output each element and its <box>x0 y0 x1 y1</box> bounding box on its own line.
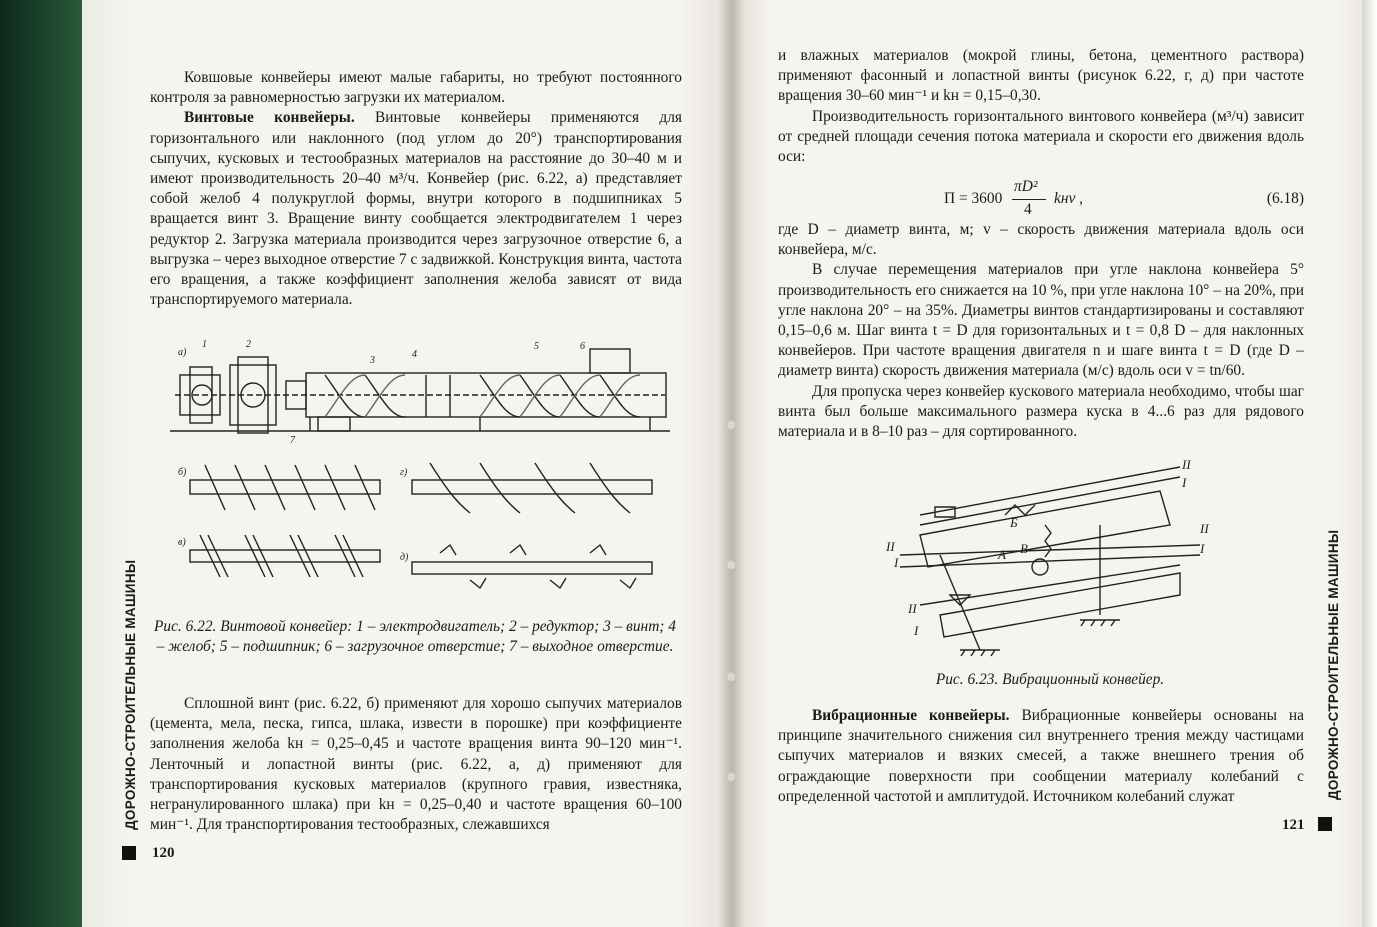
book-cover-edge <box>0 0 82 927</box>
inline-heading: Вибрационные конвейеры. <box>812 707 1010 724</box>
part-label: 7 <box>290 435 295 446</box>
fig-label: б) <box>178 467 187 478</box>
paragraph-vibro <box>778 706 1304 807</box>
right-text-block-2 <box>778 220 1304 442</box>
figure-caption: Рис. 6.23. Вибрационный конвейер. <box>935 671 1165 688</box>
formula-numerator: πD² <box>1014 178 1038 195</box>
paragraph: В случае перемещения материалов при угле наклона конвейера 5° производительность его снижается на 10 %, при угле наклона 10° – на 20%, при угле наклона 20° – на 35%. Диаметры винтов стандартизированы и составляют 0,15–0,6 м. Шаг винта t = D для горизонтальных и t = 0,8 D – для наклонных конвейеров. При частоте вращения двигателя n и шаге винта t = D (где D – диаметр винта) скорость движения материала (м/с) вдоль оси v = tn/60. <box>778 261 1304 380</box>
paragraph-text: Винтовые конвейеры применяются для горизонтального или наклонного (под углом до 20°) транспортирования сыпучих, кусковых и тестообразных материалов на расстояние до 30–40 м и имеют производительность 20–40 м³/ч. Конвейер (рис. 6.22, а) представляет собой желоб 4 полукруглой формы, внутри которого в подшипниках 5 вращается винт 3. Вращение винту сообщается электродвигателем 1 через редуктор 2. Загрузка материала производится через загрузочное отверстие 6, а выгрузка – через выходное отверстие 7 с задвижкой. Конструкция винта, частота его вращения, а также коэффициент заполнения желоба зависят от вида транспортируемого материала. <box>150 109 682 309</box>
paragraph-vintovye <box>150 108 682 310</box>
fig-label: д) <box>400 552 409 563</box>
figure-vibration-conveyor <box>880 455 1220 665</box>
part-label: 6 <box>580 341 585 352</box>
paragraph: и влажных материалов (мокрой глины, бетона, цементного раствора) применяют фасонный и лопастной винты (рисунок 6.22, г, д) при частоте вращения 30–60 мин⁻¹ и kн = 0,15–0,30. <box>778 47 1304 105</box>
fig-label: II <box>886 539 895 554</box>
formula-denominator: 4 <box>1024 201 1032 218</box>
fig-label: II <box>1182 457 1191 472</box>
paragraph: Сплошной винт (рис. 6.22, б) применяют для хорошо сыпучих материалов (цемента, мела, песка, гипса, шлака, извести в порошке) при коэффициенте заполнения желоба kн = 0,25–0,45 и частоте вращения винта 90–120 мин⁻¹. Ленточный и лопастной винты (рис. 6.22, а, д) применяют для транспортирования кусковых материалов (крупного гравия, известняка, негранулированного шлака) при kн = 0,25–0,40 и частоте вращения 60–100 мин⁻¹. Для транспортирования тестообразных, слежавшихся <box>150 695 682 834</box>
left-text-block <box>150 68 682 310</box>
page-number-right: 121 <box>1282 817 1305 833</box>
book-gutter <box>718 0 744 927</box>
binding-hole <box>726 772 736 782</box>
fig-label: а) <box>178 347 187 358</box>
formula-lhs: П = 3600 <box>944 190 1003 207</box>
left-text-block-2 <box>150 694 682 835</box>
running-title-right: ДОРОЖНО-СТРОИТЕЛЬНЫЕ МАШИНЫ <box>1326 529 1341 800</box>
fig-label: I <box>1200 541 1205 556</box>
fig-label: II <box>1200 521 1209 536</box>
fig-label: А <box>998 547 1006 562</box>
fig-label: I <box>894 555 899 570</box>
inline-heading: Винтовые конвейеры. <box>184 109 355 127</box>
formula-6-18 <box>944 180 1304 220</box>
fig-label: I <box>914 623 919 638</box>
page-marker <box>122 846 136 860</box>
binding-hole <box>726 560 736 570</box>
paragraph: где D – диаметр винта, м; v – скорость движения материала вдоль оси конвейера, м/с. <box>778 221 1304 259</box>
fig-label: Б <box>1010 515 1018 530</box>
figure-caption: Рис. 6.22. Винтовой конвейер: 1 – электродвигатель; 2 – редуктор; 3 – винт; 4 – желоб; 5 – подшипник; 6 – загрузочное отверстие; 7 – выходное отверстие. <box>154 618 676 655</box>
page-number-left: 120 <box>152 845 175 861</box>
fig-label: в) <box>178 537 186 548</box>
running-title-left: ДОРОЖНО-СТРОИТЕЛЬНЫЕ МАШИНЫ <box>123 559 138 830</box>
paragraph-text: Вибрационные конвейеры основаны на принципе значительного снижения сил внутреннего трения между частицами сыпучих материалов и вязких смесей, а также внешнего трения об ограждающие поверхности при сообщении материалу колебаний с определенной частотой и амплитудой. Источником колебаний служат <box>778 707 1304 805</box>
formula-rhs: kнv , <box>1054 190 1083 207</box>
part-label: 1 <box>202 339 207 350</box>
paragraph: Для пропуска через конвейер кускового материала необходимо, чтобы шаг винта был больше максимального размера куска в 4...6 раз для рядового материала и в 8–10 раз – для сортированного. <box>778 382 1304 441</box>
figure-screw-conveyor <box>150 335 690 615</box>
paragraph: Ковшовые конвейеры имеют малые габариты, но требуют постоянного контроля за равномерностью загрузки их материалом. <box>150 69 682 107</box>
paragraph: Производительность горизонтального винтового конвейера (м³/ч) зависит от средней площади сечения потока материала и скорости его движения вдоль оси: <box>778 107 1304 166</box>
part-label: 4 <box>412 349 417 360</box>
formula-number: (6.18) <box>1266 190 1304 207</box>
right-text-block <box>778 46 1304 167</box>
fraction-bar <box>1012 199 1046 200</box>
right-text-block-3 <box>778 706 1304 807</box>
fig-label: г) <box>400 467 408 478</box>
fig-label: I <box>1182 475 1187 490</box>
fig-label: В <box>1020 541 1028 556</box>
binding-hole <box>726 420 736 430</box>
binding-hole <box>726 672 736 682</box>
part-label: 2 <box>246 339 251 350</box>
page-marker <box>1318 817 1332 831</box>
part-label: 5 <box>534 341 539 352</box>
part-label: 3 <box>370 355 375 366</box>
fig-label: II <box>908 601 917 616</box>
page-edge <box>1362 0 1377 927</box>
